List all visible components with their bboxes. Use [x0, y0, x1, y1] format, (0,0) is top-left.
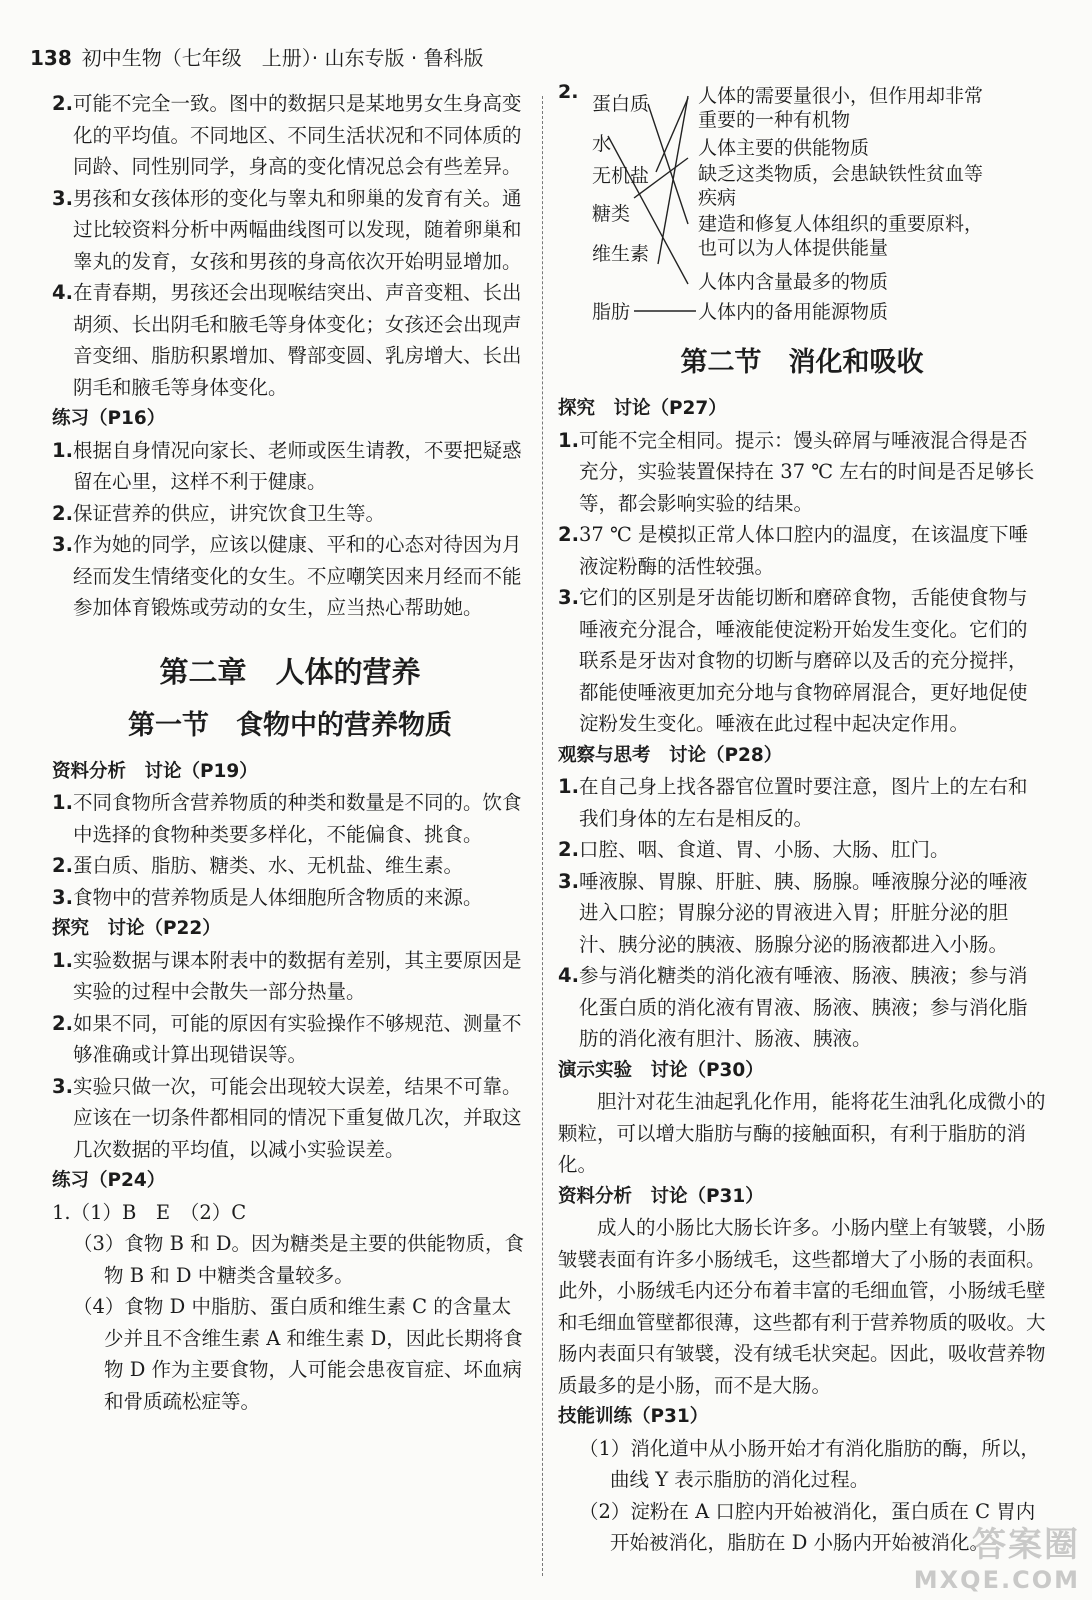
desc-6: 人体内的备用能源物质 [698, 301, 889, 323]
desc-5: 人体内含量最多的物质 [698, 271, 889, 293]
answer-p24-line1: 1.（1）B E （2）C [52, 1200, 247, 1224]
answer-number: 2. [52, 92, 73, 115]
matching-diagram [558, 78, 1046, 333]
answer-item [52, 88, 528, 183]
section-title-nutrients: 第一节 食物中的营养物质 [128, 709, 452, 741]
answer-number: 1. [52, 948, 73, 972]
answer-item [558, 866, 1046, 961]
label-data-analysis-p19: 资料分析 讨论（P19） [52, 760, 258, 782]
sub-answer: （1）消化道中从小肠开始才有消化脂肪的酶，所以，曲线 Y 表示脂肪的消化过程。 [579, 1436, 1040, 1491]
term-sugar: 糖类 [592, 203, 631, 225]
label-demo-p30: 演示实验 讨论（P30） [558, 1059, 764, 1081]
answer-text: 食物中的营养物质是人体细胞所含物质的来源。 [72, 885, 483, 909]
answer-text: 口腔、咽、食道、胃、小肠、大肠、肛门。 [578, 838, 950, 861]
answer-number: 3. [558, 586, 579, 609]
answer-text: 蛋白质、脂肪、糖类、水、无机盐、维生素。 [72, 854, 463, 877]
matching-number: 2. [558, 81, 579, 103]
label-inquiry-p22: 探究 讨论（P22） [52, 918, 221, 939]
term-fat: 脂肪 [592, 301, 631, 323]
label-practice-p24: 练习（P24） [52, 1170, 166, 1191]
desc-1b: 重要的一种有机物 [698, 109, 851, 131]
sub-answer: （2）淀粉在 A 口腔内开始被消化，蛋白质在 C 胃内开始被消化，脂肪在 D 小肠内开始被消化。 [579, 1499, 1036, 1554]
answer-list-p19 [52, 787, 528, 913]
answer-text: 如果不同，可能的原因有实验操作不够规范、测量不够准确或计算出现错误等。 [72, 1011, 522, 1066]
answer-text: 保证营养的供应，讲究饮食卫生等。 [72, 501, 385, 525]
desc-4b: 也可以为人体提供能量 [698, 237, 889, 259]
answer-item [558, 834, 1046, 866]
desc-1a: 人体的需要量很小，但作用却非常 [698, 85, 984, 107]
right-column [558, 78, 1046, 1559]
answer-item [52, 945, 528, 1008]
answer-text: 不同食物所含营养物质的种类和数量是不同的。饮食中选择的食物种类要多样化，不能偏食、挑食。 [72, 791, 522, 846]
chapter-title: 第二章 人体的营养 [159, 654, 421, 689]
answer-text: 在自己身上找各器官位置时要注意，图片上的左右和我们身体的左右是相反的。 [578, 775, 1028, 830]
answer-item [52, 529, 528, 624]
answer-text: 唾液腺、胃腺、肝脏、胰、肠腺。唾液腺分泌的唾液进入口腔；胃腺分泌的胃液进入胃；肝脏分泌的胆汁、胰分泌的胰液、肠腺分泌的肠液都进入小肠。 [578, 869, 1028, 956]
page-header [30, 40, 484, 76]
answer-text: 实验数据与课本附表中的数据有差别，其主要原因是实验的过程中会散失一部分热量。 [72, 948, 522, 1003]
answer-text: 37 ℃ 是模拟正常人体口腔内的温度，在该温度下唾液淀粉酶的活性较强。 [578, 523, 1029, 578]
label-practice-p16: 练习（P16） [52, 408, 166, 429]
answer-p30: 胆汁对花生油起乳化作用，能将花生油乳化成微小的颗粒，可以增大脂肪与酶的接触面积，有利于脂肪的消化。 [558, 1090, 1046, 1176]
answer-item [52, 850, 528, 882]
answer-text: 实验只做一次，可能会出现较大误差，结果不可靠。应该在一切条件都相同的情况下重复做几次，并取这几次数据的平均值，以减小实验误差。 [72, 1074, 522, 1161]
desc-4a: 建造和修复人体组织的重要原料， [698, 213, 984, 235]
watermark-url: MXQE.COM [913, 1566, 1080, 1594]
answer-text: 根据自身情况向家长、老师或医生请教，不要把疑惑留在心里，这样不利于健康。 [72, 438, 522, 493]
answer-item [558, 771, 1046, 834]
answer-text: 男孩和女孩体形的变化与睾丸和卵巢的发育有关。通过比较资料分析中两幅曲线图可以发现，随着卵巢和睾丸的发育，女孩和男孩的身高依次开始明显增加。 [72, 186, 522, 273]
answer-number: 3. [558, 869, 579, 893]
answer-text: 作为她的同学，应该以健康、平和的心态对待因为月经而发生情绪变化的女生。不应嘲笑因来月经而不能参加体育锻炼或劳动的女生，应当热心帮助她。 [72, 533, 522, 619]
answer-list-p24 [52, 1228, 528, 1417]
answer-number: 1. [558, 775, 579, 798]
answer-list-p28 [558, 771, 1046, 1055]
desc-2: 人体主要的供能物质 [698, 137, 870, 159]
answer-number: 1. [52, 438, 73, 462]
term-protein: 蛋白质 [592, 93, 650, 115]
answer-item [52, 1071, 528, 1166]
label-skill-p31: 技能训练（P31） [558, 1406, 709, 1427]
answer-p31: 成人的小肠比大肠长许多。小肠内壁上有皱襞，小肠皱襞表面有许多小肠绒毛，这些都增大了小肠的表面积。此外，小肠绒毛内还分布着丰富的毛细血管，小肠绒毛壁和毛细血管壁都很薄，这些都有利于营养物质的吸收。大肠内表面只有皱襞，没有绒毛状突起。因此，吸收营养物质最多的是小肠，而不是大肠。 [558, 1216, 1046, 1397]
answer-item [52, 435, 528, 498]
answer-number: 2. [558, 523, 579, 546]
answer-number: 3. [52, 186, 73, 210]
desc-3b: 疾病 [698, 187, 737, 209]
answer-text: 可能不完全相同。提示：馒头碎屑与唾液混合得是否充分，实验装置保持在 37 ℃ 左右的时间是否足够长等，都会影响实验的结果。 [578, 428, 1035, 515]
answer-number: 2. [52, 854, 73, 877]
answer-item [52, 787, 528, 850]
desc-3a: 缺乏这类物质，会患缺铁性贫血等 [698, 163, 984, 185]
book-title: 初中生物（七年级 上册）· 山东专版 · 鲁科版 [81, 46, 484, 70]
answer-list-p16 [52, 435, 528, 624]
answer-item [52, 183, 528, 278]
answer-number: 3. [52, 885, 73, 909]
answer-item [558, 582, 1046, 740]
answer-number: 1. [52, 791, 73, 814]
left-column [52, 88, 528, 1417]
answer-number: 4. [558, 964, 579, 987]
sub-answer: （4）食物 D 中脂肪、蛋白质和维生素 C 的含量太少并且不含维生素 A 和维生素 D，因此长期将食物 D 作为主要食物，人可能会患夜盲症、坏血病和骨质疏松症等。 [73, 1295, 523, 1413]
watermark-cn: 答案圈 [972, 1525, 1080, 1565]
line-vitamin-small [658, 96, 688, 264]
matching-lines [558, 78, 708, 333]
section-title-digestion: 第二节 消化和吸收 [680, 347, 924, 378]
label-observe-p28: 观察与思考 讨论（P28） [558, 744, 783, 766]
watermark-logo [914, 1517, 1080, 1594]
answer-text: 参与消化糖类的消化液有唾液、肠液、胰液；参与消化蛋白质的消化液有胃液、肠液、胰液；参与消化脂肪的消化液有胆汁、肠液、胰液。 [578, 964, 1028, 1050]
answer-text: 在青春期，男孩还会出现喉结突出、声音变粗、长出胡须、长出阴毛和腋毛等身体变化；女孩还会出现声音变细、脂肪积累增加、臀部变圆、乳房增大、长出阴毛和腋毛等身体变化。 [72, 281, 522, 399]
answer-number: 1. [558, 428, 579, 452]
answer-number: 4. [52, 281, 73, 304]
column-divider [542, 96, 543, 1576]
answer-item [52, 277, 528, 403]
page-number: 138 [30, 46, 72, 70]
answer-text: 它们的区别是牙齿能切断和磨碎食物，舌能使食物与唾液充分混合，唾液能使淀粉开始发生变化。它们的联系是牙齿对食物的切断与磨碎以及舌的充分搅拌，都能使唾液更加充分地与食物碎屑混合，更好地促使淀粉发生变化。唾液在此过程中起决定作用。 [578, 586, 1028, 735]
answer-number: 2. [52, 501, 73, 525]
answer-item [558, 519, 1046, 582]
label-data-analysis-p31: 资料分析 讨论（P31） [558, 1185, 764, 1207]
answer-item [558, 425, 1046, 520]
label-inquiry-p27: 探究 讨论（P27） [558, 398, 727, 419]
sub-answer: （3）食物 B 和 D。因为糖类是主要的供能物质，食物 B 和 D 中糖类含量较多。 [73, 1232, 524, 1287]
answer-item [52, 498, 528, 530]
answer-item [52, 1008, 528, 1071]
answer-list-p27 [558, 425, 1046, 740]
answer-number: 2. [52, 1011, 73, 1035]
answer-item [52, 882, 528, 914]
answer-number: 2. [558, 838, 579, 861]
answer-text: 可能不完全一致。图中的数据只是某地男女生身高变化的平均值。不同地区、不同生活状况和不同体质的同龄、同性别同学，身高的变化情况总会有些差异。 [72, 92, 522, 178]
answer-number: 3. [52, 533, 73, 556]
answer-list-p22 [52, 945, 528, 1166]
answer-number: 3. [52, 1074, 73, 1098]
answer-item [558, 960, 1046, 1055]
term-mineral: 无机盐 [592, 165, 650, 187]
term-water: 水 [592, 133, 612, 155]
answer-list-puberty [52, 88, 528, 403]
term-vitamin: 维生素 [592, 243, 650, 265]
